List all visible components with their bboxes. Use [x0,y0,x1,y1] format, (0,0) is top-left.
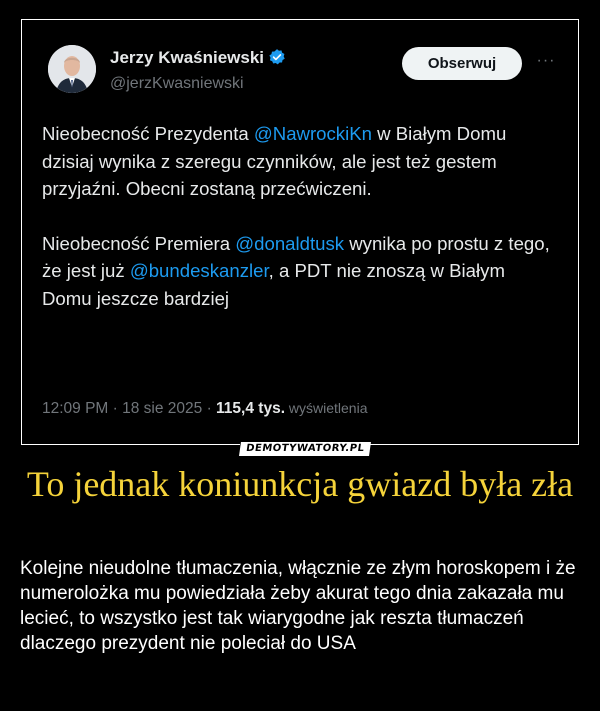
verified-badge-icon [268,48,286,66]
author-name-text: Jerzy Kwaśniewski [110,48,265,67]
tweet-text-segment: Nieobecność Prezydenta [42,123,254,144]
mention-link-bundeskanzler[interactable]: @bundeskanzler [129,260,269,281]
mention-link-nawrockikn[interactable]: @NawrockiKn [253,123,372,144]
tweet-text-segment: , a PDT nie znoszą w Białym Domu jeszcze bardziej [42,260,505,309]
author-name[interactable] [110,48,286,68]
tweet-text [42,120,552,312]
tweet-header [44,42,562,98]
author-handle[interactable]: @jerzKwasniewski [110,75,244,92]
tweet-paragraph-1 [42,120,552,203]
mention-link-donaldtusk[interactable]: @donaldtusk [235,232,345,254]
demotivator-headline: To jednak koniunkcja gwiazd była zła [26,464,574,504]
tweet-text-segment: w Białym Domu dzisiaj wynika z szeregu czynników, ale jest też gestem przyjaźni. Obecni zostaną przećwiczeni. [42,123,507,199]
avatar-portrait-icon [48,45,96,93]
demotivator-description: Kolejne nieudolne tłumaczenia, włącznie ze złym horoskopem i że numerolożka mu powiedziała żeby akurat tego dnia zakazała mu lecieć, to wszystko jest tak wiarygodne jak reszta tłumaczeń dlaczego prezydent nie poleciał do USA [20,558,576,654]
views-count: 115,4 tys. [216,400,285,417]
tweet-paragraph-2 [42,230,552,313]
views-label: wyświetlenia [285,400,368,416]
watermark-text: DEMOTYWATORY.PL [239,442,371,456]
tweet-screenshot-frame [21,19,579,445]
avatar[interactable] [48,45,96,93]
demotywatory-watermark [240,438,366,454]
tweet-metadata [42,400,367,418]
tweet-text-segment: wynika po prostu z tego, że jest już [42,232,550,281]
tweet-timestamp[interactable]: 12:09 PM · 18 sie 2025 · [42,400,217,417]
tweet-text-segment: Nieobecność Premiera [42,232,236,254]
follow-button[interactable]: Obserwuj [402,47,522,80]
more-options-icon[interactable]: ··· [536,52,556,69]
